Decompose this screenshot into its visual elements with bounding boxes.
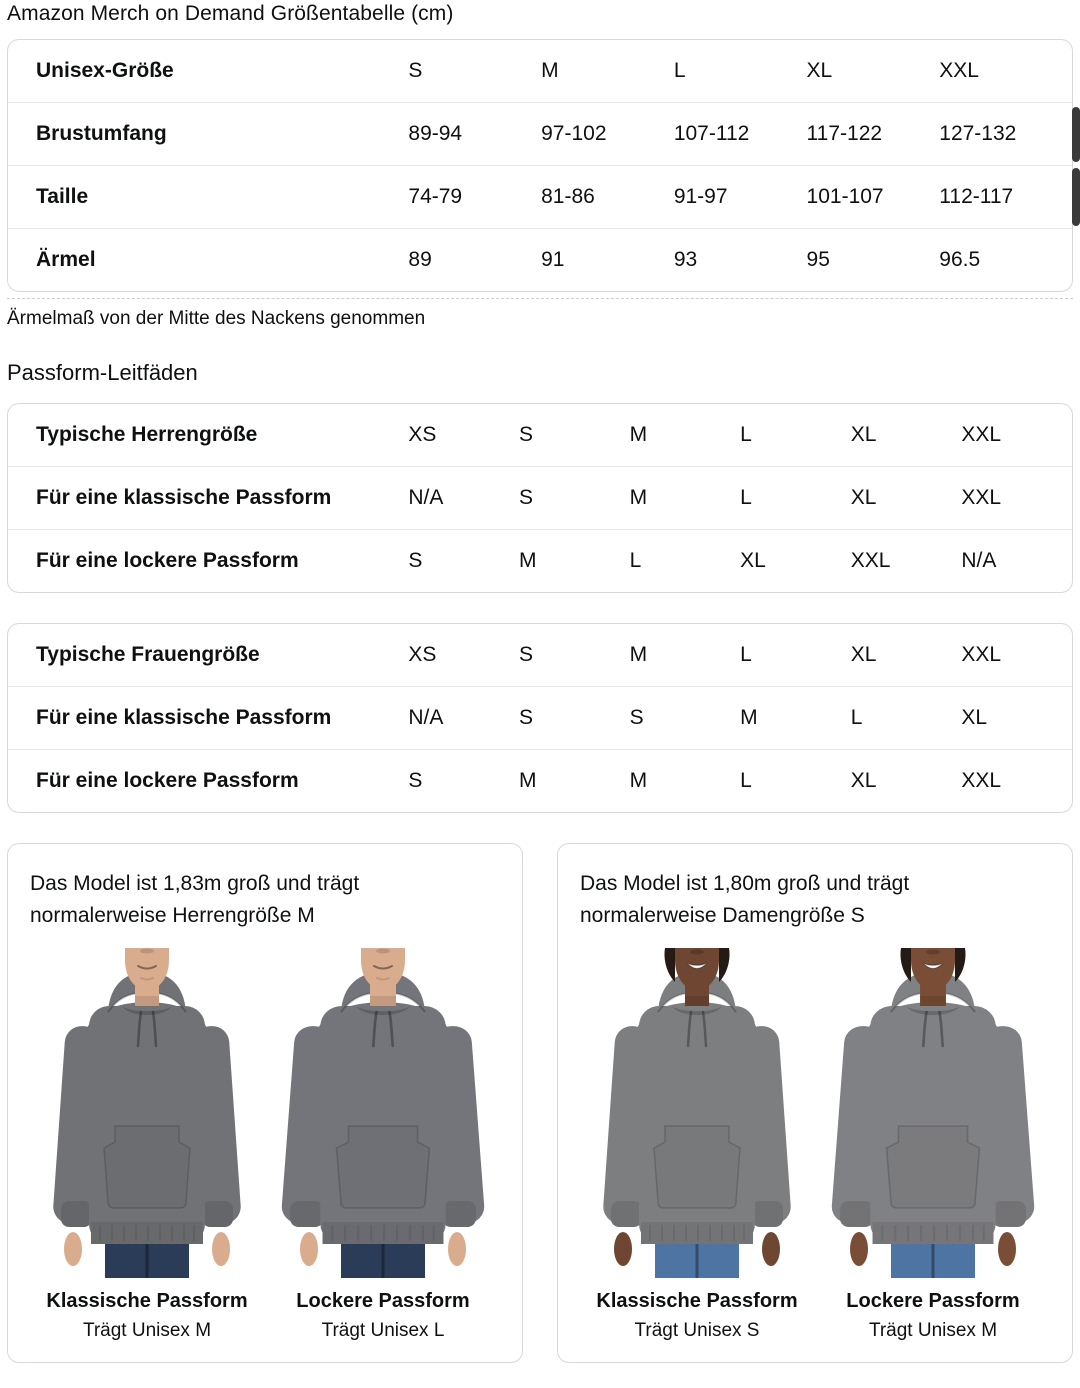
caption-subtitle: Trägt Unisex M [868, 1319, 998, 1341]
row-label: Typische Herrengröße [36, 423, 258, 446]
row-label: Für eine lockere Passform [8, 530, 408, 593]
size-cell: M [629, 423, 648, 446]
size-cell: 112-117 [939, 166, 1072, 229]
size-cell: 107-112 [674, 103, 807, 166]
fit-guides-heading: Passform-Leitfäden [7, 360, 198, 385]
caption-title: Lockere Passform [296, 1289, 470, 1312]
women-fit-table-card [7, 623, 1073, 813]
figure-caption [596, 1290, 797, 1342]
size-cell: 81-86 [541, 166, 674, 229]
men-fit-table [8, 404, 1072, 592]
size-cell: S [408, 530, 519, 593]
size-cell: 89-94 [408, 103, 541, 166]
size-cell: M [630, 750, 741, 813]
size-cell: S [518, 643, 533, 666]
figures-row [580, 948, 1050, 1342]
size-cell: S [518, 423, 533, 446]
scrollbar-thumb[interactable] [1072, 168, 1080, 226]
model-card-women [557, 843, 1073, 1363]
size-cell: L [851, 687, 962, 750]
scrollbar-thumb[interactable] [1072, 107, 1080, 162]
caption-title: Lockere Passform [846, 1289, 1020, 1312]
size-cell: XXL [961, 643, 1002, 666]
size-cell: XL [961, 687, 1072, 750]
caption-subtitle: Trägt Unisex S [634, 1319, 760, 1341]
size-cell: S [630, 687, 741, 750]
size-cell: L [740, 423, 752, 446]
row-label: Für eine klassische Passform [8, 687, 408, 750]
model-photo [827, 948, 1039, 1278]
model-card-men [7, 843, 523, 1363]
row-label: Brustumfang [8, 103, 408, 166]
page-title: Amazon Merch on Demand Größentabelle (cm) [7, 2, 454, 25]
caption-title: Klassische Passform [596, 1289, 798, 1312]
size-cell: XL [850, 423, 877, 446]
size-cell: 89 [408, 229, 541, 292]
table-row [8, 530, 1072, 593]
table-row [8, 624, 1072, 687]
table-row [8, 750, 1072, 813]
size-cell: 97-102 [541, 103, 674, 166]
size-cell: XS [408, 423, 437, 446]
caption-subtitle: Trägt Unisex L [321, 1319, 445, 1341]
model-photo [591, 948, 803, 1278]
table-row [8, 687, 1072, 750]
table-row [8, 166, 1072, 229]
table-row [8, 229, 1072, 292]
figure-loose-fit [277, 948, 489, 1342]
size-cell: XXL [939, 59, 979, 82]
women-fit-table [8, 624, 1072, 812]
size-cell: 96.5 [939, 229, 1072, 292]
size-cell: XL [851, 467, 962, 530]
table-row [8, 103, 1072, 166]
size-cell: L [740, 750, 851, 813]
men-fit-table-card [7, 403, 1073, 593]
size-cell: S [408, 750, 519, 813]
figure-classic-fit [41, 948, 253, 1342]
size-table-card [7, 39, 1073, 292]
sleeve-measure-note: Ärmelmaß von der Mitte des Nackens genommen [7, 308, 426, 329]
size-cell: XS [408, 643, 437, 666]
size-cell: XXL [851, 530, 962, 593]
figure-caption [46, 1290, 247, 1342]
row-label: Ärmel [8, 229, 408, 292]
row-label: Für eine klassische Passform [8, 467, 408, 530]
table-row [8, 404, 1072, 467]
size-cell: L [740, 643, 752, 666]
size-cell: XL [851, 750, 962, 813]
size-cell: N/A [408, 687, 519, 750]
size-cell: S [408, 59, 423, 82]
row-label: Unisex-Größe [36, 59, 174, 82]
size-cell: S [519, 687, 630, 750]
figures-row [30, 948, 500, 1342]
size-cell: 117-122 [807, 103, 940, 166]
model-cards-row [7, 843, 1073, 1363]
row-label: Taille [8, 166, 408, 229]
size-cell: 93 [674, 229, 807, 292]
size-cell: M [541, 59, 559, 82]
size-cell: 127-132 [939, 103, 1072, 166]
size-cell: 91 [541, 229, 674, 292]
table-row [8, 40, 1072, 103]
caption-subtitle: Trägt Unisex M [82, 1319, 212, 1341]
dashed-divider [7, 298, 1073, 299]
size-cell: 101-107 [807, 166, 940, 229]
row-label: Typische Frauengröße [36, 643, 260, 666]
figure-caption [296, 1290, 469, 1342]
size-table [8, 40, 1072, 291]
model-description: Das Model ist 1,83m groß und trägt normalerweise Herrengröße M [30, 872, 360, 927]
size-cell: 95 [807, 229, 940, 292]
size-cell: M [630, 467, 741, 530]
row-label: Für eine lockere Passform [8, 750, 408, 813]
size-cell: XXL [961, 750, 1072, 813]
size-cell: XL [850, 643, 877, 666]
size-cell: XL [740, 530, 851, 593]
figure-classic-fit [591, 948, 803, 1342]
figure-loose-fit [827, 948, 1039, 1342]
size-cell: 91-97 [674, 166, 807, 229]
caption-title: Klassische Passform [46, 1289, 248, 1312]
size-cell: N/A [961, 530, 1072, 593]
size-cell: M [740, 687, 851, 750]
size-cell: M [519, 530, 630, 593]
size-cell: L [630, 530, 741, 593]
model-photo [277, 948, 489, 1278]
size-cell: L [740, 467, 851, 530]
model-photo [41, 948, 253, 1278]
size-cell: L [673, 59, 686, 82]
figure-caption [846, 1290, 1019, 1342]
size-cell: M [629, 643, 648, 666]
size-cell: M [519, 750, 630, 813]
size-cell: N/A [408, 467, 519, 530]
table-row [8, 467, 1072, 530]
model-description: Das Model ist 1,80m groß und trägt normalerweise Damengröße S [580, 872, 910, 927]
size-cell: XL [806, 59, 833, 82]
size-cell: 74-79 [408, 166, 541, 229]
size-cell: S [519, 467, 630, 530]
size-cell: XXL [961, 423, 1002, 446]
size-cell: XXL [961, 467, 1072, 530]
